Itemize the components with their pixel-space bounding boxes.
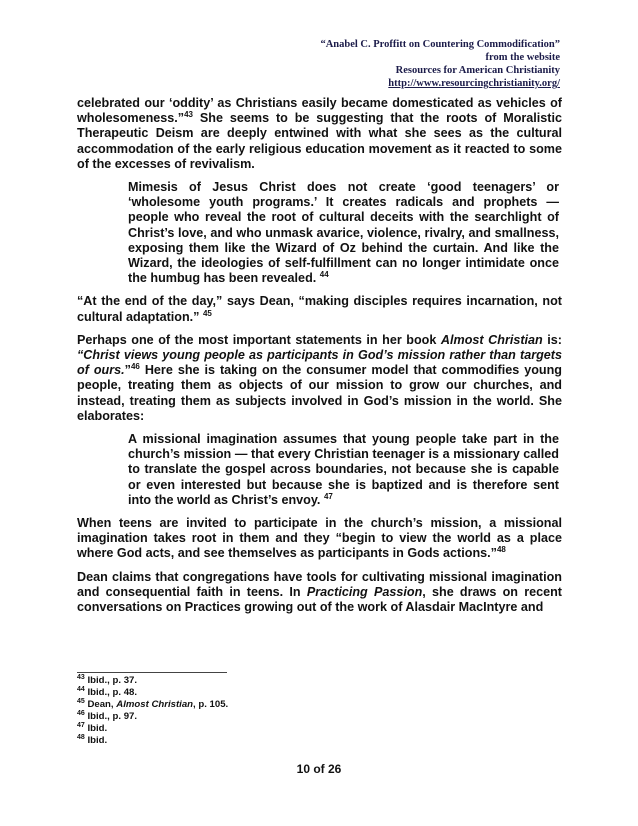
page-number: 10 of 26 [296, 762, 342, 776]
footnote-item: $^{47}$ Ibid. [77, 722, 108, 735]
footnote-item: $^{44}$ Ibid., p. 48. [77, 685, 138, 699]
footnote-ref-45[interactable]: 45 [202, 308, 212, 318]
footnote-ref-44[interactable]: 44 [319, 270, 329, 280]
paragraph-4: When teens are invited to participate in the church’s mission, a missional imagination takes root in them and they “begin to view the world as a place where God acts, and see themselves as participants in Gods actions.”$^{48}$ [77, 516, 562, 561]
paragraph-1: celebrated our ‘oddity’ as Christians easily became domesticated as vehicles of wholesomeness.”$^{43}$ She seems to be suggesting that the roots of Moralistic Therapeutic Deism are deeply entwined with what she sees as the cultural accommodation of the early religious education movement as it reacted to some of the excesses of revivalism. [77, 96, 562, 171]
body-text [77, 96, 562, 623]
book-title: Practicing Passion [306, 584, 423, 599]
book-title: Almost Christian [440, 332, 543, 347]
italic-quote: “Christ views young people as participants in God’s mission rather than targets of ours. [77, 348, 562, 378]
footnote-item: $^{48}$ Ibid. [77, 734, 108, 747]
block-quote-1: Mimesis of Jesus Christ does not create ‘good teenagers’ or ‘wholesome youth programs.’ It creates radicals and prophets — people who reveal the root of cultural deceits with the searchlight of Christ’s love, and who unmask avarice, violence, rivalry, and smallness, exposing them like the Wizard of Oz behind the curtain. And like the Wizard, the ideologies of self-fulfillment can no longer intimidate once the humbug has been revealed. $^{44}$ [128, 180, 559, 286]
page-header [320, 38, 560, 90]
footnote-item: $^{46}$ Ibid., p. 97. [77, 710, 138, 723]
header-subtitle: from the website [485, 52, 560, 63]
footnote-ref-46[interactable]: 46 [130, 362, 140, 372]
header-site-name: Resources for American Christianity [395, 65, 560, 76]
footnote-divider [77, 672, 227, 673]
paragraph-3: Perhaps one of the most important statements in her book Almost Christian is: “Christ views young people as participants in God’s mission rather than targets of ours.”$^{46}$ Here she is taking on the consumer model that commodifies young people, treating them as objects of our mission to grow our churches, and instead, treating them as subjects involved in God’s mission in the world. She elaborates: [77, 332, 562, 423]
footnote-ref-43[interactable]: 43 [184, 110, 193, 120]
footnote-item: $^{43}$ Ibid., p. 37. [77, 673, 138, 686]
footnote-ref-47[interactable]: 47 [323, 491, 333, 501]
block-quote-2: A missional imagination assumes that young people take part in the church’s mission — that every Christian teenager is a missionary called to translate the gospel across boundaries, not because she is capable or even interested but because she is baptized and is therefore sent into the world as Christ’s envoy. $^{47}$ [128, 432, 559, 507]
footnotes [77, 675, 562, 748]
footnote-item: $^{45}$ Dean, Almost Christian, p. 105. [77, 698, 229, 711]
paragraph-2: “At the end of the day,” says Dean, “making disciples requires incarnation, not cultural adaptation.” $^{45}$ [77, 294, 562, 324]
header-title: “Anabel C. Proffitt on Countering Commodification” [320, 39, 560, 50]
header-url-link[interactable]: http://www.resourcingchristianity.org/ [388, 78, 560, 89]
paragraph-5: Dean claims that congregations have tools for cultivating missional imagination and consequential faith in teens. In Practicing Passion, she draws on recent conversations on Practices growing out of the work of Alasdair MacIntyre and [77, 569, 562, 615]
footnote-ref-48[interactable]: 48 [496, 545, 506, 555]
